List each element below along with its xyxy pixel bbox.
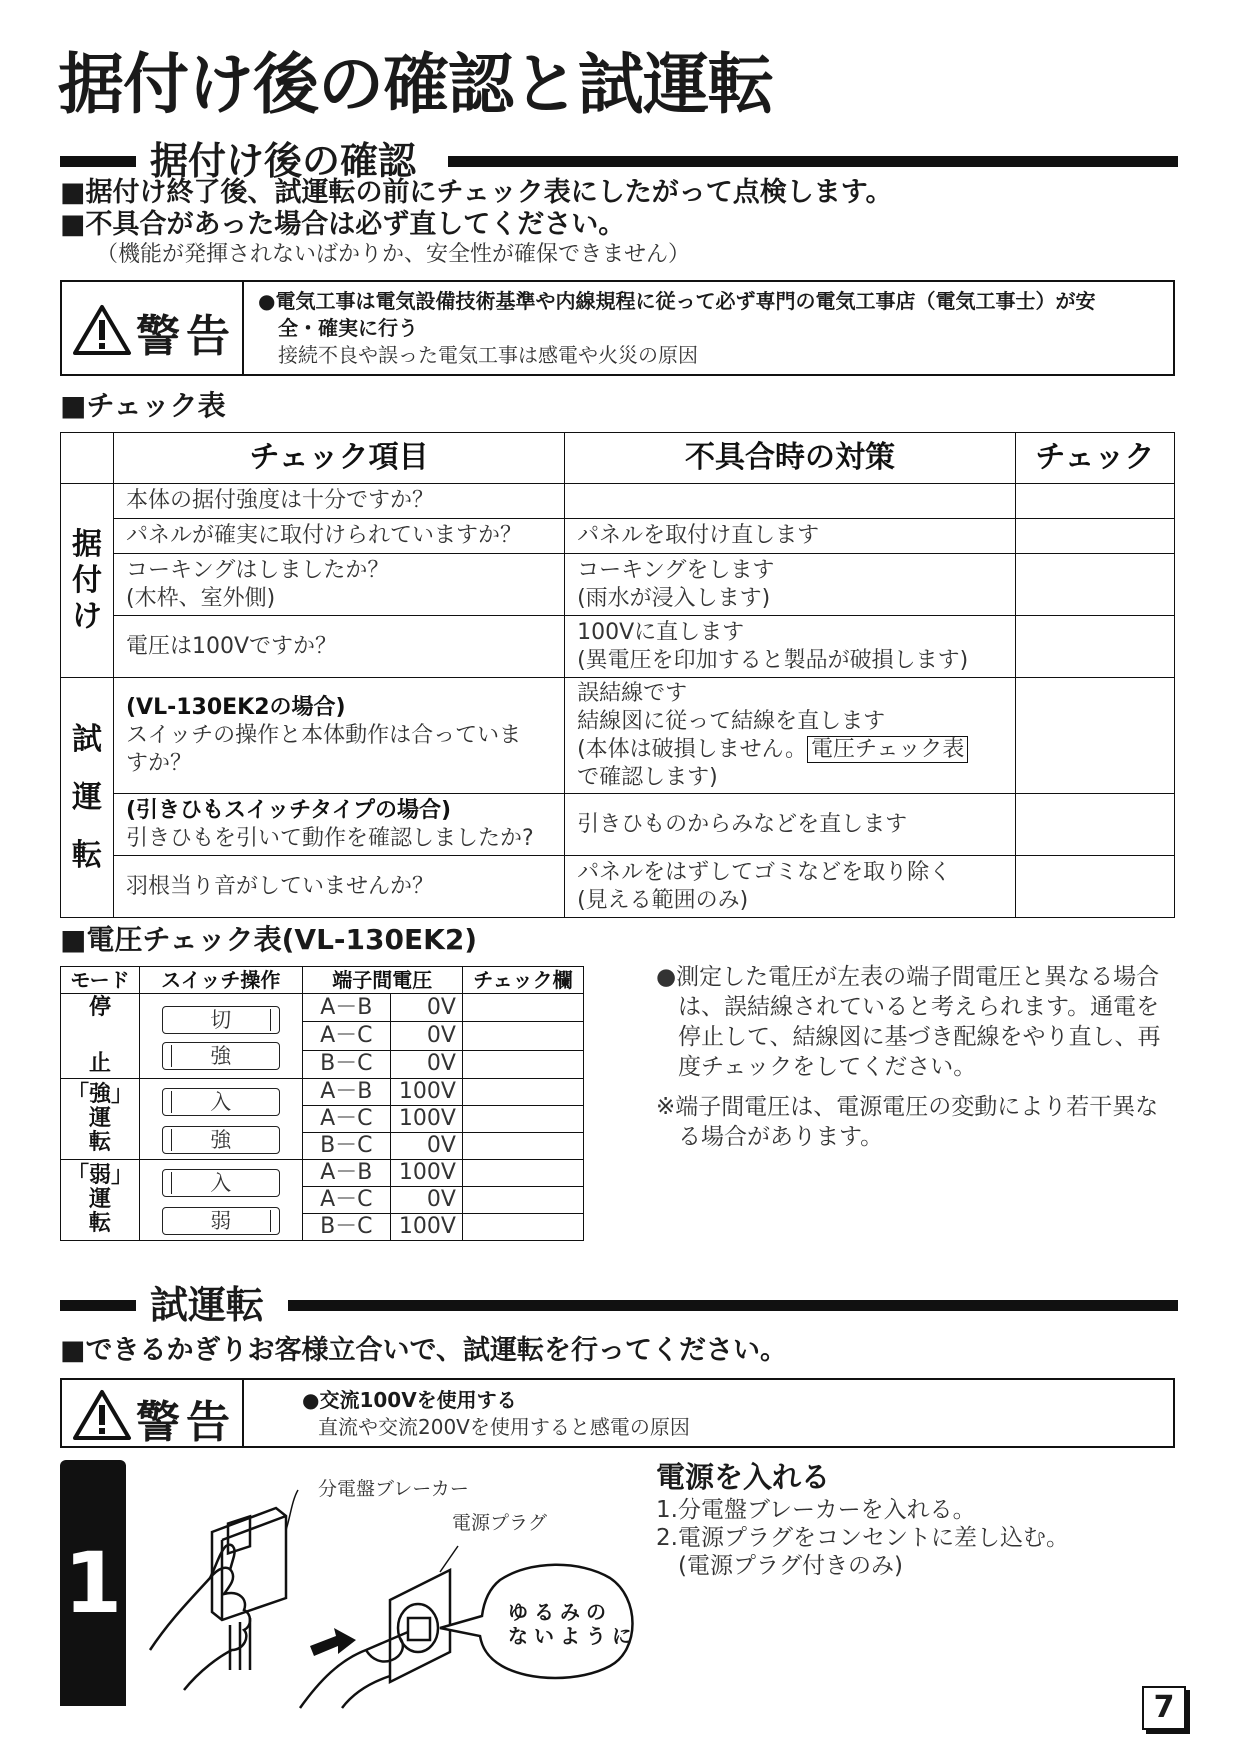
instruction-note: （機能が発揮されないばかりか、安全性が確保できません）: [96, 242, 691, 267]
heading-rule-right: [448, 156, 1178, 167]
terminal-voltage: 100V: [391, 1079, 463, 1106]
terminal-pair: B－C: [302, 1133, 391, 1160]
warning-box-power: [60, 1378, 1175, 1448]
heading-rule-left: [60, 1300, 136, 1311]
check-table-heading: ■チェック表: [60, 389, 226, 422]
check-box-cell[interactable]: [1015, 519, 1174, 554]
fix-cell: 100Vに直します (異電圧を印加すると製品が破損します): [565, 616, 1016, 678]
table-row: [61, 1079, 584, 1106]
switch-cell: [140, 1079, 302, 1160]
warning-line: ●交流100Vを使用する: [302, 1388, 517, 1412]
warning-box-wiring: [60, 280, 1175, 376]
table-header-voltage: 端子間電圧: [302, 967, 462, 994]
warning-triangle-icon: [72, 1389, 132, 1441]
section-heading-text: 試運転: [150, 1283, 265, 1327]
terminal-voltage: 0V: [391, 1133, 463, 1160]
check-box-cell[interactable]: [462, 994, 583, 1022]
section-heading-text: 据付け後の確認: [150, 139, 417, 183]
voltage-note-1: ●測定した電圧が左表の端子間電圧と異なる場合は、誤結線されていると考えられます。通電を停止して、結線図に基づき配線をやり直し、再度チェックをしてください。: [656, 964, 1161, 1080]
terminal-pair: A－C: [302, 1106, 391, 1133]
check-box-cell[interactable]: [1015, 554, 1174, 616]
voltage-table-heading: ■電圧チェック表(VL-130EK2): [60, 923, 478, 956]
voltage-notes: [656, 962, 1176, 1162]
voltage-check-table: [60, 966, 584, 1241]
switch-weak-button: 弱: [162, 1207, 280, 1235]
terminal-pair: B－C: [302, 1214, 391, 1241]
table-row: [61, 678, 1175, 794]
mode-stop: 停 止: [61, 994, 140, 1079]
table-row: [61, 554, 1175, 616]
fix-cell: 引きひものからみなどを直します: [565, 794, 1016, 856]
check-box-cell[interactable]: [1015, 484, 1174, 519]
page-number: 7: [1142, 1686, 1186, 1730]
table-header-blank: [61, 433, 114, 484]
terminal-voltage: 100V: [391, 1214, 463, 1241]
table-header-row: [61, 433, 1175, 484]
fix-cell: [565, 484, 1016, 519]
outlet-icon: [390, 1570, 450, 1682]
table-header-checkcol: チェック欄: [462, 967, 583, 994]
check-box-cell[interactable]: [462, 1187, 583, 1214]
check-box-cell[interactable]: [462, 1133, 583, 1160]
terminal-pair: B－C: [302, 1050, 391, 1078]
table-header-mode: モード: [61, 967, 140, 994]
switch-strong-button: 強: [162, 1126, 280, 1154]
terminal-voltage: 0V: [391, 1050, 463, 1078]
terminal-pair: A－B: [302, 994, 391, 1022]
warning-line: 接続不良や誤った電気工事は感電や火災の原因: [278, 343, 698, 367]
warning-body: [302, 1387, 1163, 1441]
check-box-cell[interactable]: [462, 1106, 583, 1133]
terminal-pair: A－C: [302, 1022, 391, 1050]
check-item: 電圧は100Vですか？: [114, 616, 565, 678]
warning-label: [62, 1380, 244, 1446]
switch-cell: [140, 1160, 302, 1241]
warning-line: 直流や交流200Vを使用すると感電の原因: [318, 1415, 690, 1439]
table-header-switch: スイッチ操作: [140, 967, 302, 994]
heading-rule-left: [60, 156, 136, 167]
check-table: [60, 432, 1175, 918]
group-label-install: 据付け: [61, 484, 114, 678]
table-row: [61, 856, 1175, 918]
switch-on-button: 入: [162, 1169, 280, 1197]
terminal-voltage: 100V: [391, 1160, 463, 1187]
table-row: [61, 519, 1175, 554]
test-run-instruction: ■できるかぎりお客様立合いで、試運転を行ってください。: [60, 1335, 787, 1366]
fix-cell: 誤結線です 結線図に従って結線を直します (本体は破損しません。 電圧チェック表 で確認します): [565, 678, 1016, 794]
terminal-voltage: 100V: [391, 1106, 463, 1133]
table-row: [61, 794, 1175, 856]
check-item: 羽根当り音がしていませんか？: [114, 856, 565, 918]
page-title: 据付け後の確認と試運転: [58, 46, 773, 123]
check-box-cell[interactable]: [462, 1050, 583, 1078]
terminal-voltage: 0V: [391, 1187, 463, 1214]
switch-strong-button: 強: [162, 1042, 280, 1070]
table-header-check: チェック: [1015, 433, 1174, 484]
check-box-cell[interactable]: [462, 1160, 583, 1187]
table-header-fix: 不具合時の対策: [565, 433, 1016, 484]
group-label-test-run: 試運転: [61, 678, 114, 918]
breaker-box-icon: [212, 1508, 286, 1670]
check-item: (引きひもスイッチタイプの場合) 引きひもを引いて動作を確認しましたか?: [114, 794, 565, 856]
step-instructions: 1.分電盤ブレーカーを入れる。 2.電源プラグをコンセントに差し込む。 (電源プラグ付きのみ): [656, 1497, 1069, 1579]
mode-strong: 「強」 運 転: [61, 1079, 140, 1160]
check-item: コーキングはしましたか？ (木枠、室外側): [114, 554, 565, 616]
check-box-cell[interactable]: [462, 1214, 583, 1241]
warning-line: 全・確実に行う: [278, 316, 418, 340]
step-heading: 電源を入れる: [656, 1460, 831, 1494]
plug-hand-icon: [300, 1632, 408, 1708]
heading-rule-right: [288, 1300, 1178, 1311]
warning-label-text: 警告: [136, 311, 236, 362]
voltage-table-reference: 電圧チェック表: [807, 736, 968, 763]
table-row: [61, 1160, 584, 1187]
check-item: 本体の据付強度は十分ですか？: [114, 484, 565, 519]
terminal-pair: A－C: [302, 1187, 391, 1214]
plug-label: 電源プラグ: [452, 1512, 548, 1534]
warning-label: [62, 282, 244, 374]
warning-line: ●電気工事は電気設備技術基準や内線規程に従って必ず専門の電気工事店（電気工事士）が安: [258, 289, 1096, 313]
terminal-voltage: 0V: [391, 1022, 463, 1050]
check-box-cell[interactable]: [462, 1079, 583, 1106]
table-row: [61, 484, 1175, 519]
check-box-cell[interactable]: [1015, 794, 1174, 856]
warning-label-text: 警告: [136, 1397, 236, 1448]
table-header-item: チェック項目: [114, 433, 565, 484]
terminal-pair: A－B: [302, 1160, 391, 1187]
fix-cell: コーキングをします (雨水が浸入します): [565, 554, 1016, 616]
check-item: パネルが確実に取付けられていますか？: [114, 519, 565, 554]
check-box-cell[interactable]: [462, 1022, 583, 1050]
mode-weak: 「弱」 運 転: [61, 1160, 140, 1241]
table-row: [61, 994, 584, 1022]
switch-cell: [140, 994, 302, 1079]
fix-cell: パネルをはずしてゴミなどを取り除く (見える範囲のみ): [565, 856, 1016, 918]
voltage-note-2: ※端子間電圧は、電源電圧の変動により若干異なる場合があります。: [656, 1094, 1159, 1150]
speech-bubble-text: ゆるみの ないように: [508, 1600, 638, 1648]
breaker-label: 分電盤ブレーカー: [318, 1478, 469, 1500]
warning-body: [258, 288, 1163, 369]
terminal-voltage: 0V: [391, 994, 463, 1022]
table-header-row: [61, 967, 584, 994]
switch-on-button: 入: [162, 1088, 280, 1116]
check-box-cell[interactable]: [1015, 616, 1174, 678]
check-box-cell[interactable]: [1015, 856, 1174, 918]
switch-off-button: 切: [162, 1006, 280, 1034]
hand-icon: [150, 1545, 250, 1690]
check-item: (VL-130EK2の場合) スイッチの操作と本体動作は合っていま すか？: [114, 678, 565, 794]
section-heading-test-run: [60, 1282, 1178, 1328]
table-row: [61, 616, 1175, 678]
terminal-pair: A－B: [302, 1079, 391, 1106]
step-number-tab: 1: [60, 1460, 126, 1706]
instruction-bullet-2: ■不具合があった場合は必ず直してください。: [60, 209, 626, 240]
fix-cell: パネルを取付け直します: [565, 519, 1016, 554]
instruction-bullet-1: ■据付け終了後、試運転の前にチェック表にしたがって点検します。: [60, 177, 893, 208]
check-box-cell[interactable]: [1015, 678, 1174, 794]
warning-triangle-icon: [72, 304, 132, 356]
